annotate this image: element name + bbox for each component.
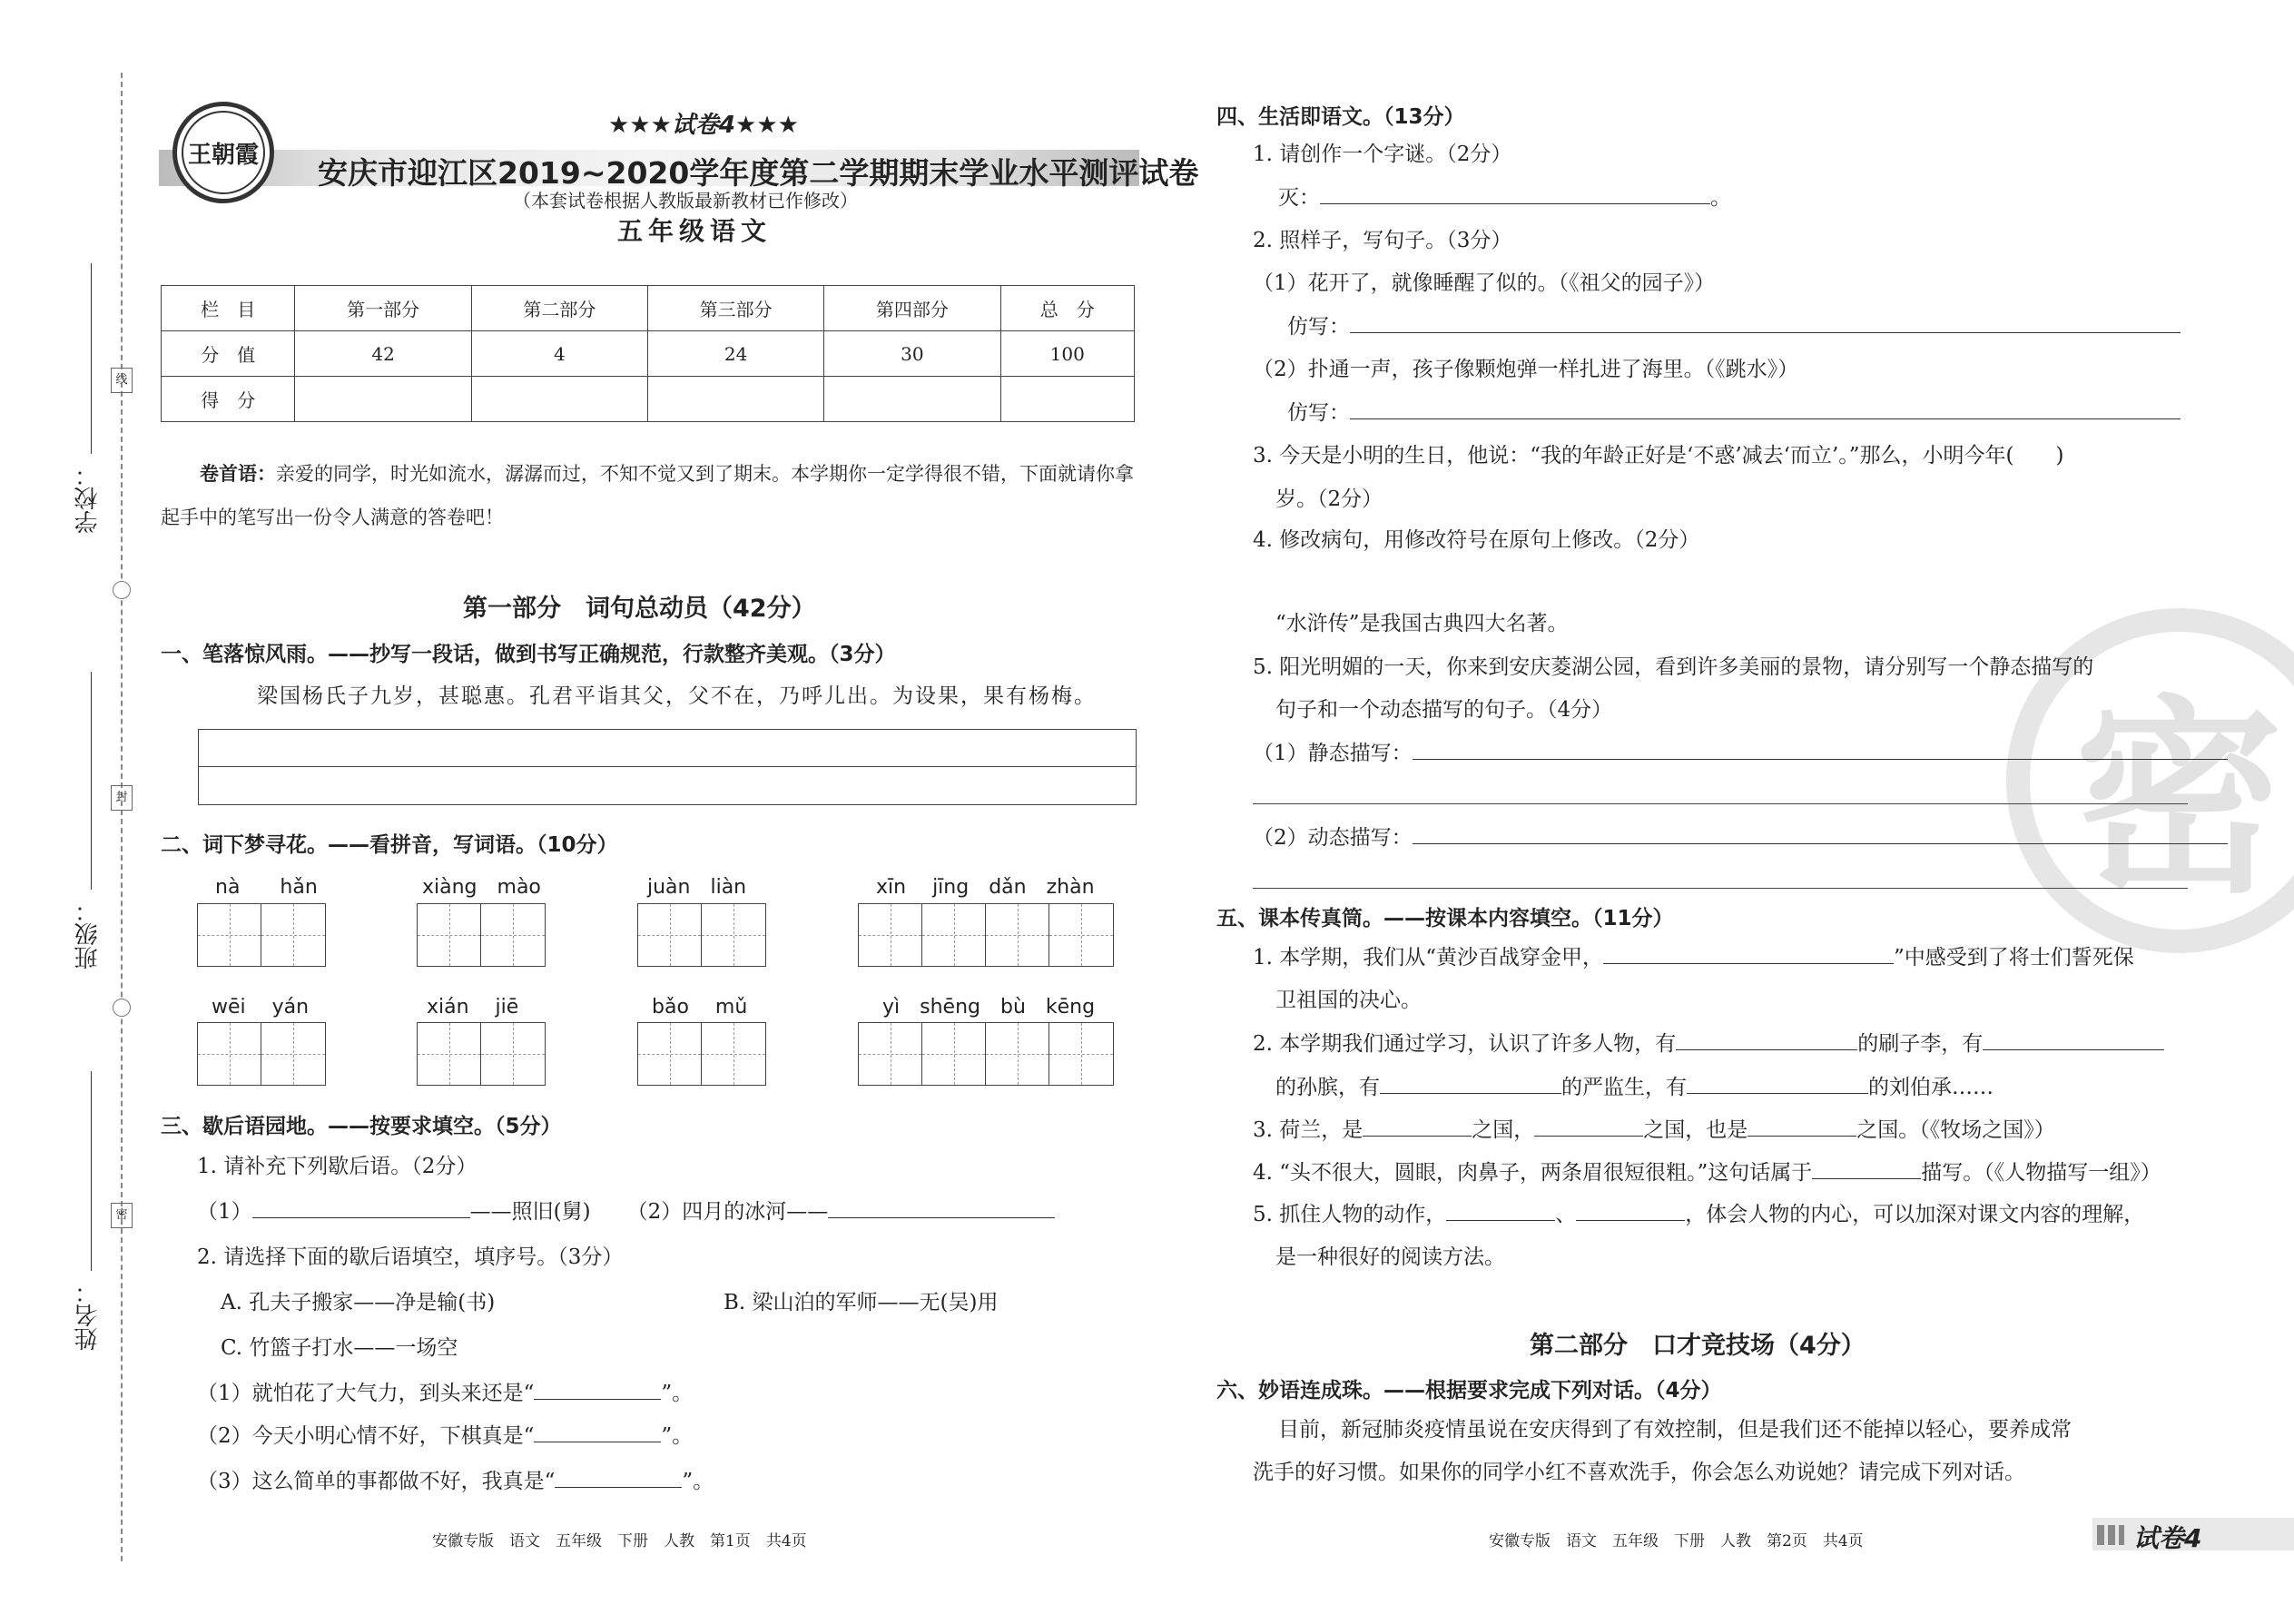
q5-line2b-post: 的刘伯承…… bbox=[1868, 1076, 1994, 1099]
q4-faulty-sentence[interactable]: “水浒传”是我国古典四大名著。 bbox=[1275, 612, 1569, 635]
q5-blank-3[interactable] bbox=[1983, 1031, 2164, 1050]
q3-fill-1-blank[interactable] bbox=[534, 1381, 661, 1400]
q5-line1-post: ”中感受到了将士们誓死保 bbox=[1894, 946, 2134, 969]
score-table bbox=[161, 285, 1135, 422]
q1-writing-box-divider bbox=[199, 766, 1136, 767]
q5-line3-a: 之国， bbox=[1472, 1118, 1535, 1142]
q3-fill-3-end: ”。 bbox=[682, 1470, 714, 1493]
q5-blank-5[interactable] bbox=[1687, 1075, 1868, 1094]
pinyin-label: xián jiē bbox=[427, 996, 519, 1019]
score-cell: 第二部分 bbox=[471, 286, 647, 331]
q5-line3-c: 之国。（《牧场之国》） bbox=[1856, 1118, 2055, 1142]
q5-blank-10[interactable] bbox=[1446, 1202, 1555, 1221]
q3-fill-3 bbox=[197, 1468, 714, 1495]
binding-strip bbox=[0, 0, 136, 1624]
q1-passage: 梁国杨氏子九岁，甚聪惠。孔君平诣其父，父不在，乃呼儿出。为设果，果有杨梅。 bbox=[257, 684, 1097, 708]
q5-line2-mid: 的刷子李，有 bbox=[1857, 1032, 1984, 1056]
q4-heading: 四、生活即语文。（13分） bbox=[1216, 105, 1465, 129]
score-cell: 42 bbox=[295, 331, 471, 377]
q3-fill-1 bbox=[197, 1380, 693, 1407]
q4-imitate-2-blank[interactable] bbox=[1350, 400, 2181, 419]
series-label: ★★★试卷4★★★ bbox=[608, 112, 799, 139]
score-cell: 第一部分 bbox=[295, 286, 471, 331]
q6-paragraph-1: 目前，新冠肺炎疫情虽说在安庆得到了有效控制，但是我们还不能掉以轻心，要养成常 bbox=[1278, 1418, 2072, 1442]
char-grid[interactable] bbox=[197, 903, 326, 967]
q4-imitate-2-label: 仿写： bbox=[1287, 401, 1350, 425]
logo bbox=[172, 102, 274, 203]
exam-title: 安庆市迎江区2019~2020学年度第二学期期末学业水平测评试卷 bbox=[318, 155, 1199, 191]
q4-sub3a: 3. 今天是小明的生日，他说：“我的年龄正好是‘不惑’减去‘而立’。”那么，小明今年( ) bbox=[1253, 444, 2064, 468]
exam-subtitle: （本套试卷根据人教版最新教材已作修改） bbox=[513, 190, 858, 212]
intro-line-2: 起手中的笔写出一份令人满意的答卷吧！ bbox=[161, 507, 504, 528]
score-table-row bbox=[162, 286, 1135, 331]
score-cell: 分 值 bbox=[162, 331, 295, 377]
q4-riddle-end: 。 bbox=[1710, 186, 1731, 210]
binding-hole-2 bbox=[113, 999, 131, 1017]
q4-static-label: （1）静态描写： bbox=[1253, 742, 1413, 765]
q5-line2b-pre: 的孙膑，有 bbox=[1275, 1076, 1380, 1099]
score-table-row bbox=[162, 377, 1135, 422]
q5-line5 bbox=[1253, 1201, 2144, 1228]
q3-fill-2-end: ”。 bbox=[661, 1424, 694, 1448]
q4-static-blank[interactable] bbox=[1413, 741, 2228, 760]
binding-dashed-line bbox=[121, 73, 123, 1561]
q3-s1a-post: ——照旧(舅) bbox=[469, 1200, 591, 1224]
q5-blank-6[interactable] bbox=[1363, 1117, 1472, 1137]
q4-sub2a: （1）花开了，就像睡醒了似的。（《祖父的园子》） bbox=[1253, 271, 1716, 295]
class-field-line[interactable] bbox=[91, 672, 92, 890]
q5-line5b: 是一种很好的阅读方法。 bbox=[1275, 1245, 1505, 1269]
part1-title: 第一部分 词句总动员（42分） bbox=[463, 595, 816, 623]
q6-heading: 六、妙语连成珠。——根据要求完成下列对话。（4分） bbox=[1216, 1379, 1722, 1403]
score-cell: 第三部分 bbox=[647, 286, 823, 331]
q5-blank-8[interactable] bbox=[1748, 1117, 1856, 1137]
q5-line2-pre: 2. 本学期我们通过学习，认识了许多人物，有 bbox=[1253, 1032, 1677, 1056]
q1-heading: 一、笔落惊风雨。——抄写一段话，做到书写正确规范，行款整齐美观。（3分） bbox=[161, 643, 896, 666]
q3-fill-2-text: （2）今天小明心情不好，下棋真是“ bbox=[197, 1424, 535, 1448]
q3-blank-1[interactable] bbox=[252, 1199, 470, 1218]
q5-blank-9[interactable] bbox=[1812, 1160, 1921, 1179]
pinyin-label: juàn liàn bbox=[647, 876, 747, 899]
q5-line3-b: 之国，也是 bbox=[1643, 1118, 1748, 1142]
score-input-cell[interactable] bbox=[295, 377, 471, 422]
school-field-line[interactable] bbox=[91, 263, 92, 454]
intro-line-1 bbox=[200, 460, 1134, 487]
logo-text: 王朝霞 bbox=[182, 111, 265, 194]
q4-imitate-1-blank[interactable] bbox=[1350, 314, 2181, 333]
q4-imitate-2 bbox=[1287, 399, 2181, 427]
score-input-cell[interactable] bbox=[471, 377, 647, 422]
char-grid[interactable] bbox=[858, 903, 1114, 967]
q5-line4-pre: 4. “头不很大，圆眼，肉鼻子，两条眉很短很粗。”这句话属于 bbox=[1253, 1161, 1813, 1185]
q5-line3 bbox=[1253, 1117, 2055, 1144]
q3-s1b-pre: （2）四月的冰河—— bbox=[626, 1200, 829, 1224]
name-label: 姓名： bbox=[74, 1280, 102, 1351]
q4-sub2: 2. 照样子，写句子。（3分） bbox=[1253, 229, 1512, 252]
q3-fill-2-blank[interactable] bbox=[534, 1423, 661, 1442]
char-grid[interactable] bbox=[197, 1022, 326, 1086]
score-input-cell[interactable] bbox=[824, 377, 1000, 422]
q4-dynamic-line bbox=[1253, 824, 2228, 851]
q5-blank-1[interactable] bbox=[1603, 945, 1894, 964]
q3-option-c: C. 竹篮子打水——一场空 bbox=[221, 1336, 458, 1360]
q4-imitate-1 bbox=[1287, 313, 2181, 340]
q5-blank-7[interactable] bbox=[1534, 1117, 1643, 1137]
q3-blank-2[interactable] bbox=[828, 1199, 1055, 1218]
q4-sub1: 1. 请创作一个字谜。（2分） bbox=[1253, 143, 1512, 166]
score-cell: 第四部分 bbox=[824, 286, 1000, 331]
pinyin-label: xīn jīng dǎn zhàn bbox=[876, 876, 1095, 899]
q1-writing-box[interactable] bbox=[198, 729, 1137, 805]
pinyin-label: wēi yán bbox=[212, 996, 310, 1019]
q4-sub4: 4. 修改病句，用修改符号在原句上修改。（2分） bbox=[1253, 528, 1700, 552]
q3-s1a-pre: （1） bbox=[197, 1200, 252, 1224]
q3-fill-1-end: ”。 bbox=[661, 1382, 694, 1405]
q4-sub3b: 岁。（2分） bbox=[1275, 487, 1383, 511]
score-cell: 100 bbox=[1000, 331, 1134, 377]
q3-fill-3-blank[interactable] bbox=[555, 1469, 682, 1488]
q2-heading: 二、词下梦寻花。——看拼音，写词语。（10分） bbox=[161, 833, 618, 857]
q5-line3-pre: 3. 荷兰，是 bbox=[1253, 1118, 1364, 1142]
q5-blank-2[interactable] bbox=[1676, 1031, 1857, 1050]
binding-mark-xian: 线 bbox=[111, 368, 133, 393]
q4-sub5a: 5. 阳光明媚的一天，你来到安庆菱湖公园，看到许多美丽的景物，请分别写一个静态描写的 bbox=[1253, 655, 2094, 679]
char-grid[interactable] bbox=[417, 903, 546, 967]
part2-title: 第二部分 口才竞技场（4分） bbox=[1530, 1332, 1866, 1360]
footer-badge-squares bbox=[2097, 1525, 2124, 1545]
q5-heading: 五、课本传真筒。——按课本内容填空。（11分） bbox=[1216, 907, 1674, 930]
pinyin-label: nà hǎn bbox=[215, 876, 318, 899]
school-label: 学校： bbox=[74, 463, 102, 534]
q3-option-b: B. 梁山泊的军师——无(吴)用 bbox=[724, 1291, 999, 1314]
exam-subject: 五年级语文 bbox=[617, 216, 773, 246]
char-grid[interactable] bbox=[417, 1022, 546, 1086]
intro-label: 卷首语： bbox=[200, 463, 276, 485]
q3-option-a: A. 孔夫子搬家——净是输(书) bbox=[221, 1291, 496, 1314]
q5-line2b bbox=[1275, 1074, 1994, 1101]
q4-static-blank-2[interactable] bbox=[1253, 803, 2188, 804]
score-cell: 得 分 bbox=[162, 377, 295, 422]
q3-sub2: 2. 请选择下面的歇后语填空，填序号。（3分） bbox=[197, 1245, 624, 1269]
q5-blank-4[interactable] bbox=[1380, 1075, 1561, 1094]
score-cell: 30 bbox=[824, 331, 1000, 377]
footer-right: 安徽专版 语文 五年级 下册 人教 第2页 共4页 bbox=[1489, 1532, 1864, 1550]
q5-line5-sep: 、 bbox=[1555, 1203, 1577, 1226]
q4-dynamic-blank[interactable] bbox=[1413, 825, 2228, 844]
class-label: 班级： bbox=[74, 899, 102, 969]
q4-sub1-line bbox=[1278, 184, 1731, 212]
q6-paragraph-2: 洗手的好习惯。如果你的同学小红不喜欢洗手，你会怎么劝说她？请完成下列对话。 bbox=[1253, 1461, 2025, 1484]
q5-line2b-mid: 的严监生，有 bbox=[1561, 1076, 1687, 1099]
q4-dynamic-label: （2）动态描写： bbox=[1253, 826, 1413, 850]
char-grid[interactable] bbox=[637, 1022, 766, 1086]
q4-riddle-prefix: 灭： bbox=[1278, 186, 1320, 210]
q5-line5-post: ，体会人物的内心，可以加深对课文内容的理解， bbox=[1685, 1203, 2145, 1226]
q3-sub1-line bbox=[197, 1198, 1055, 1225]
watermark-text: 密 bbox=[2073, 678, 2283, 921]
score-cell: 4 bbox=[471, 331, 647, 377]
q4-sub5b: 句子和一个动态描写的句子。（4分） bbox=[1275, 698, 1613, 722]
q4-imitate-1-label: 仿写： bbox=[1287, 315, 1350, 339]
pinyin-label: yì shēng bù kēng bbox=[882, 996, 1096, 1019]
char-grid[interactable] bbox=[858, 1022, 1114, 1086]
footer-badge: 试卷4 bbox=[2133, 1523, 2202, 1553]
binding-hole-1 bbox=[113, 581, 131, 599]
q3-sub1: 1. 请补充下列歇后语。（2分） bbox=[197, 1155, 478, 1178]
pinyin-label: xiàng mào bbox=[422, 876, 541, 899]
q3-fill-1-text: （1）就怕花了大气力，到头来还是“ bbox=[197, 1382, 535, 1405]
q3-fill-2 bbox=[197, 1422, 693, 1450]
binding-mark-feng: 封 bbox=[111, 785, 133, 811]
q3-fill-3-text: （3）这么简单的事都做不好，我真是“ bbox=[197, 1470, 556, 1493]
intro-text-1: 亲爱的同学，时光如流水，潺潺而过，不知不觉又到了期末。本学期你一定学得很不错，下面就请你拿 bbox=[276, 463, 1134, 485]
q5-line4-post: 描写。（《人物描写一组》） bbox=[1921, 1161, 2161, 1185]
q4-riddle-blank[interactable] bbox=[1320, 185, 1710, 204]
pinyin-label: bǎo mǔ bbox=[652, 996, 748, 1019]
q4-sub2b: （2）扑通一声，孩子像颗炮弹一样扎进了海里。（《跳水》） bbox=[1253, 358, 1799, 381]
q4-dynamic-blank-2[interactable] bbox=[1253, 888, 2188, 889]
q5-line4 bbox=[1253, 1159, 2161, 1186]
name-field-line[interactable] bbox=[91, 1071, 92, 1271]
binding-mark-mi: 密 bbox=[111, 1203, 133, 1228]
q5-line1b: 卫祖国的决心。 bbox=[1275, 989, 1422, 1012]
q4-static-line bbox=[1253, 740, 2228, 767]
score-cell: 24 bbox=[647, 331, 823, 377]
score-cell: 栏 目 bbox=[162, 286, 295, 331]
score-input-cell[interactable] bbox=[647, 377, 823, 422]
char-grid[interactable] bbox=[637, 903, 766, 967]
q5-line5-pre: 5. 抓住人物的动作， bbox=[1253, 1203, 1447, 1226]
q5-line2 bbox=[1253, 1030, 2164, 1058]
score-cell: 总 分 bbox=[1000, 286, 1134, 331]
q5-blank-11[interactable] bbox=[1576, 1202, 1685, 1221]
score-input-cell[interactable] bbox=[1000, 377, 1134, 422]
footer-left: 安徽专版 语文 五年级 下册 人教 第1页 共4页 bbox=[432, 1532, 807, 1550]
q5-line1-pre: 1. 本学期，我们从“黄沙百战穿金甲， bbox=[1253, 946, 1604, 969]
score-table-row bbox=[162, 331, 1135, 377]
q5-line1 bbox=[1253, 944, 2134, 971]
q3-heading: 三、歇后语园地。——按要求填空。（5分） bbox=[161, 1115, 562, 1138]
